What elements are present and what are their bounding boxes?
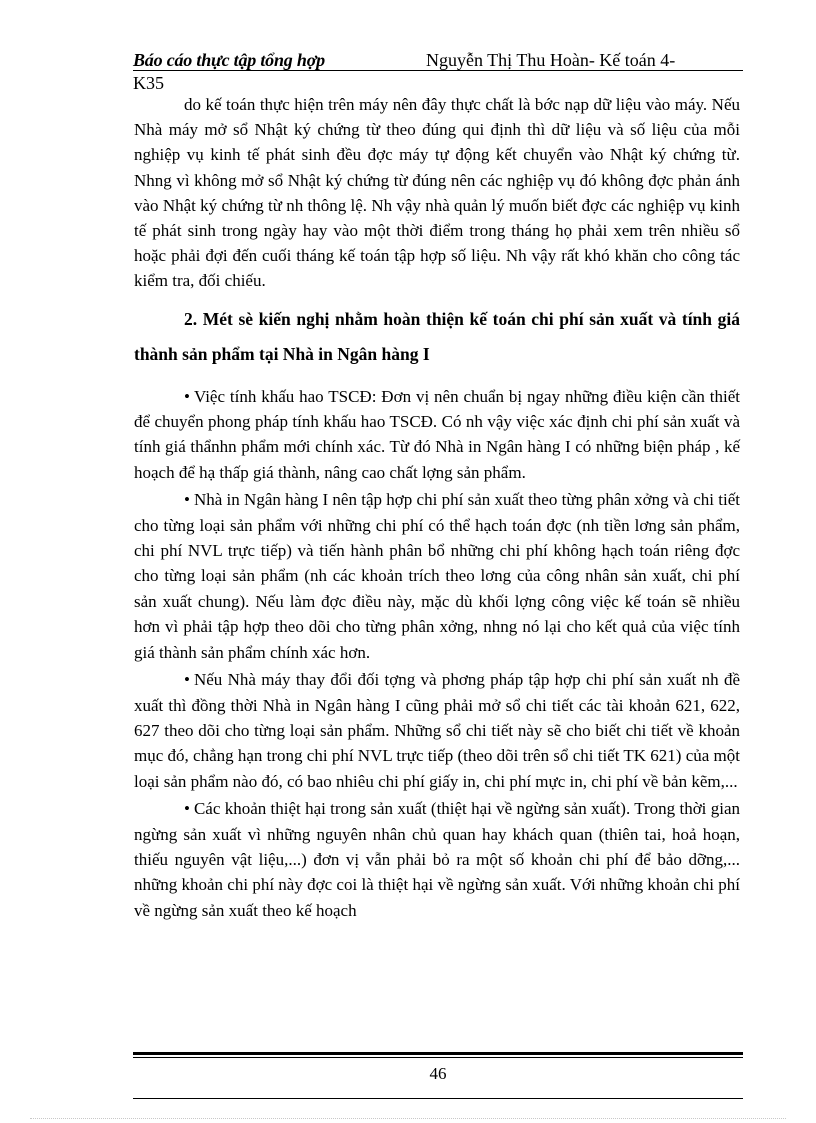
intro-paragraph: do kế toán thực hiện trên máy nên đây thực chất là bớc nạp dữ liệu vào máy. Nếu Nhà máy mở sổ Nhật ký chứng từ theo đúng qui định thì dữ liệu và số liệu của mỗi nghiệp vụ kinh tế phát sinh đều đợc máy tự động kết chuyển vào Nhật ký chứng từ. Nhng vì không mở sổ Nhật ký chứng từ đúng nên các nghiệp vụ đó không đợc phản ánh vào Nhật ký chứng từ nh thông lệ. Nh vậy nhà quản lý muốn biết đợc các nghiệp vụ kinh tế phát sinh trong ngày hay vào một thời điểm trong tháng họ phải xem trên nhiều sổ hoặc phải đợi đến cuối tháng kế toán tập hợp số liệu. Nh vậy rất khó khăn cho công tác kiểm tra, đối chiếu. <box>134 95 740 291</box>
section-heading: 2. Mét sè kiến nghị nhằm hoàn thiện kế toán chi phí sản xuất và tính giá thành sản phẩm tại Nhà in Ngân hàng I <box>134 308 740 364</box>
list-item <box>134 487 740 665</box>
bullet-icon: • <box>184 490 190 510</box>
page-footer <box>133 1052 743 1084</box>
list-item-text: Việc tính khấu hao TSCĐ: Đơn vị nên chuẩn bị ngay những điều kiện cần thiết để chuyển phong pháp tính khấu hao TSCĐ. Có nh vậy việc xác định chi phí sản xuất và tính giá thẩnhn phẩm mới chính xác. Từ đó Nhà in Ngân hàng I có những biện pháp , kế hoạch để hạ thấp giá thành, nâng cao chất lợng sản phẩm. <box>134 386 740 482</box>
footer-bottom-rule <box>133 1098 743 1099</box>
page-edge-divider <box>30 1118 786 1119</box>
page-header <box>133 50 743 93</box>
list-item-text: Các khoản thiệt hại trong sản xuất (thiệt hại về ngừng sản xuất). Trong thời gian ngừng sản xuất vì những nguyên nhân chủ quan hay khách quan (thiên tai, hoả hoạn, thiếu nguyên vật liệu,...) đơn vị vẫn phải bỏ ra một số khoản chi phí để bảo dỡng,... những khoản chi phí này đợc coi là thiệt hại về ngừng sản xuất. Với những khoản chi phí về ngừng sản xuất theo kế hoạch <box>134 799 740 920</box>
list-item-text: Nhà in Ngân hàng I nên tập hợp chi phí sản xuất theo từng phân xởng và chi tiết cho từng loại sản phẩm với những chi phí có thể hạch toán đợc (nh tiền lơng sản phẩm, chi phí NVL trực tiếp) và tiến hành phân bổ những chi phí không hạch toán riêng đợc cho từng loại sản phẩm (nh các khoản trích theo lơng của công nhân sản xuất, chi phí sản xuất chung). Nếu làm đợc điều này, mặc dù khối lợng công việc kế toán sẽ nhiều hơn vì phải tập hợp theo dõi cho từng phân xởng, nhng nó lại cho kết quả của việc tính giá thành sản phẩm chính xác hơn. <box>134 490 740 662</box>
bullet-icon: • <box>184 386 190 406</box>
bullet-icon: • <box>184 799 190 819</box>
page-number: 46 <box>429 1064 447 1083</box>
list-item <box>134 667 740 794</box>
report-title: Báo cáo thực tập tổng hợp <box>133 50 325 70</box>
list-item <box>134 384 740 486</box>
author-line: Nguyễn Thị Thu Hoàn- Kế toán 4- <box>426 50 676 70</box>
list-item <box>134 796 740 923</box>
author-line-continuation: K35 <box>133 73 164 93</box>
recommendation-list <box>134 384 740 924</box>
bullet-icon: • <box>184 670 190 690</box>
header-rule <box>133 70 743 71</box>
list-item-text: Nếu Nhà máy thay đổi đối tợng và phơng pháp tập hợp chi phí sản xuất nh đề xuất thì đồng thời Nhà in Ngân hàng I cũng phải mở sổ chi tiết các tài khoản 621, 622, 627 theo dõi cho từng loại sản phẩm. Những sổ chi tiết này sẽ cho biết chi tiết về khoản mục đó, chẳng hạn trong chi phí NVL trực tiếp (theo dõi trên sổ chi tiết TK 621) của một loại sản phẩm nào đó, có bao nhiêu chi phí giấy in, chi phí mực in, chi phí về bản kẽm,... <box>134 670 740 791</box>
footer-rule-thin <box>133 1057 743 1058</box>
document-body <box>134 92 740 923</box>
